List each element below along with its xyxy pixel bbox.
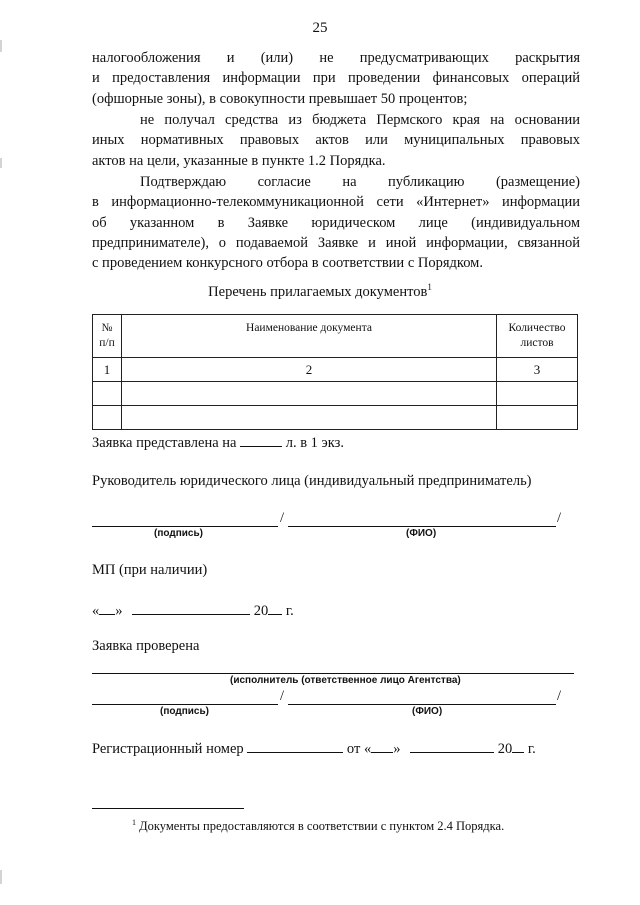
document-page: 25 налогообложения и (или) не предусматривающих раскрытия и предоставления информации при проведении финансовых операций (офшорные зоны), в совокупности превышает 50 процентов; не получал средства из бюджета Пермского края на основании иных нормативных правовых актов или муниципальных правовых актов на цели, указанные в пункте 1.2 Порядка. Подтверждаю согласие на публикацию (размещение) в информационно-телекоммуникационной сети «Интернет» информации об указанном в Заявке юридическом лице (индивидуальном предпринимателе), о подаваемой Заявке и иной информации, связанной с проведением конкурсного отбора в соответствии с Порядком. Перечень прилагаемых документов$^1$ № п/п Наименование документа Количество листов 1 2 3 Заявка представлена на л. в 1 экз. Руководитель юридического лица (индивидуальный предприниматель) / / (подпись) (ФИО) МП (при наличии) « » 20 г. Заявка проверена (исполнитель (ответственное лицо Агентства) / / (подпись) (ФИО) Регистрационный номер от « » 20 г. $^1$ Документы предоставляются в соответствии с пунктом 2.4 Порядка. xyxy=(0,0,640,905)
column-header-number: № п/п xyxy=(93,315,122,358)
text-line: в информационно-телекоммуникационной сети «Интернет» информации xyxy=(92,194,580,211)
day-field[interactable] xyxy=(99,600,115,615)
text-line: об указанном в Заявке юридическом лице (индивидуальном xyxy=(92,214,580,231)
seal-label: МП (при наличии) xyxy=(92,562,208,578)
text-line: иных нормативных правовых актов или муниципальных правовых xyxy=(92,132,580,149)
text-line: с проведением конкурсного отбора в соответствии с Порядком. xyxy=(92,255,483,272)
registration-year-field[interactable] xyxy=(512,738,524,753)
table-row xyxy=(93,382,578,406)
paragraph-taxation xyxy=(92,48,580,109)
footnote-marker: 1 xyxy=(427,282,432,292)
scan-edge-mark xyxy=(0,40,2,52)
checker-name-line[interactable] xyxy=(288,704,556,705)
paragraph-budget xyxy=(92,110,580,171)
scan-edge-mark xyxy=(0,870,2,884)
documents-table xyxy=(92,314,578,430)
year-field[interactable] xyxy=(268,600,282,615)
table-row xyxy=(93,406,578,430)
scan-edge-mark xyxy=(0,158,2,168)
submission-line: Заявка представлена на л. в 1 экз. xyxy=(92,432,344,452)
footnote: $^1$ Документы предоставляются в соответствии с пунктом 2.4 Порядка. xyxy=(132,818,505,834)
full-name-caption: (ФИО) xyxy=(406,528,437,539)
signature-caption: (подпись) xyxy=(154,528,203,539)
signature-line[interactable] xyxy=(92,526,278,527)
text-line: (офшорные зоны), в совокупности превышает 50 процентов; xyxy=(92,90,468,107)
documents-list-heading: Перечень прилагаемых документов$^1$ xyxy=(208,282,432,300)
table-header-row xyxy=(93,315,578,358)
head-label: Руководитель юридического лица (индивидуальный предприниматель) xyxy=(92,473,532,489)
text-line: предпринимателе), о подаваемой Заявке и иной информации, связанной xyxy=(92,234,580,251)
column-header-quantity: Количество листов xyxy=(497,315,578,358)
text-line: налогообложения и (или) не предусматривающих раскрытия xyxy=(92,50,580,66)
checker-name-caption: (ФИО) xyxy=(412,706,443,717)
executor-line[interactable] xyxy=(92,673,574,674)
text-line: и предоставления информации при проведении финансовых операций xyxy=(92,70,580,87)
registration-number-field[interactable] xyxy=(247,738,343,753)
month-field[interactable] xyxy=(132,600,250,615)
text-line: актов на цели, указанные в пункте 1.2 Порядка. xyxy=(92,152,386,169)
page-number: 25 xyxy=(312,20,328,36)
registration-line: Регистрационный номер от « » 20 г. xyxy=(92,738,536,758)
date-line: « » 20 г. xyxy=(92,600,294,620)
table-row: 1 2 3 xyxy=(93,358,578,382)
text-line: Подтверждаю согласие на публикацию (размещение) xyxy=(140,174,580,190)
registration-month-field[interactable] xyxy=(410,738,494,753)
paragraph-consent xyxy=(92,172,580,273)
text-line: не получал средства из бюджета Пермского края на основании xyxy=(140,112,580,128)
checker-signature-line[interactable] xyxy=(92,704,278,705)
registration-day-field[interactable] xyxy=(371,738,393,753)
column-header-name: Наименование документа xyxy=(122,315,497,358)
executor-caption: (исполнитель (ответственное лицо Агентства) xyxy=(230,675,461,686)
footnote-separator xyxy=(92,808,244,809)
full-name-line[interactable] xyxy=(288,526,556,527)
checked-label: Заявка проверена xyxy=(92,638,200,654)
checker-signature-caption: (подпись) xyxy=(160,706,209,717)
sheets-count-field[interactable] xyxy=(240,432,282,447)
